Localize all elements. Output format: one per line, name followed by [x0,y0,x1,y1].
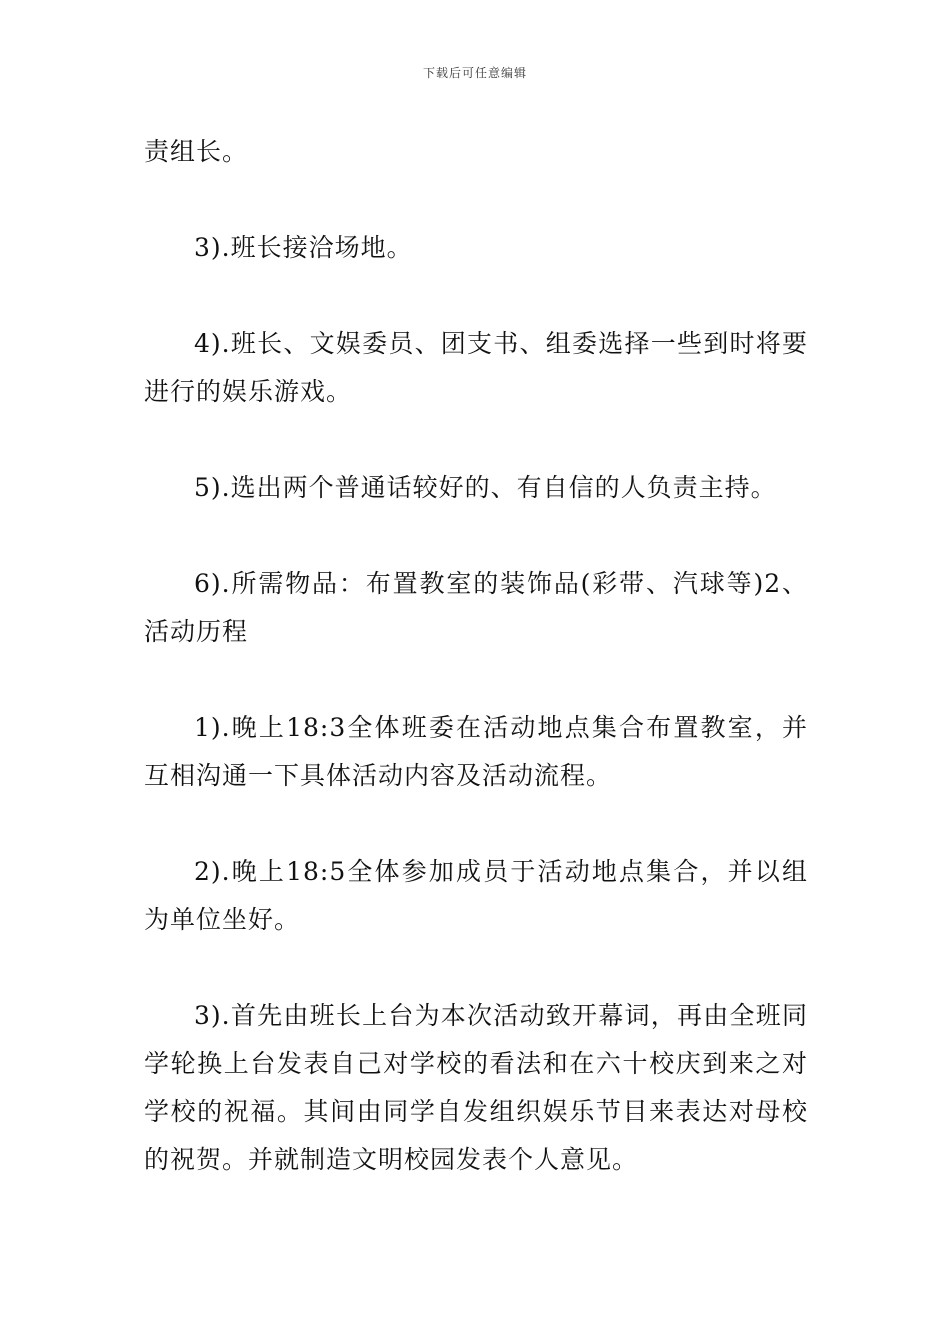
paragraph-3: 4).班长、文娱委员、团支书、组委选择一些到时将要进行的娱乐游戏。 [144,329,808,406]
paragraph-8: 3).首先由班长上台为本次活动致开幕词，再由全班同学轮换上台发表自己对学校的看法和在六十校庆到来之对学校的祝福。其间由同学自发组织娱乐节目来表达对母校的祝贺。并就制造文明校园发表个人意见。 [144,1001,808,1174]
paragraph-4: 5).选出两个普通话较好的、有自信的人负责主持。 [194,473,777,502]
document-body [144,128,808,1232]
paragraph-2: 3).班长接洽场地。 [194,233,413,262]
paragraph-6: 1).晚上18:3全体班委在活动地点集合布置教室，并互相沟通一下具体活动内容及活动流程。 [144,713,808,790]
paragraph-5: 6).所需物品：布置教室的装饰品(彩带、汽球等)2、活动历程 [144,569,808,646]
paragraph-1: 责组长。 [144,137,249,166]
paragraph-7: 2).晚上18:5全体参加成员于活动地点集合，并以组为单位坐好。 [144,857,808,934]
page-header: 下载后可任意编辑 [422,66,527,80]
